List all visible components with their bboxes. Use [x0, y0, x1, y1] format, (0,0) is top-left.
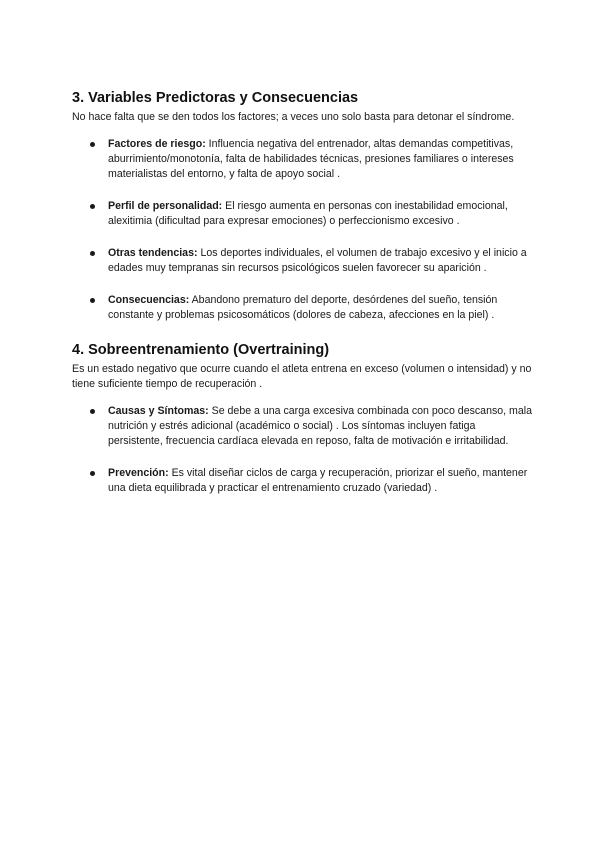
item-text: Se debe a una carga excesiva combinada con poco descanso, mala nutrición y estrés adicional (académico o social) . Los síntomas incluyen fatiga persistente, frecuencia cardíaca elevada en reposo, falta de motivación e irritabilidad. [108, 405, 533, 447]
section-4-heading: 4. Sobreentrenamiento (Overtraining) [72, 342, 330, 358]
list-item [72, 404, 532, 449]
item-text: Abandono prematuro del deporte, desórdenes del sueño, tensión constante y problemas psicosomáticos (dolores de cabeza, afecciones en la piel) . [108, 294, 498, 321]
section-4-list [72, 404, 532, 496]
item-term: Otras tendencias: [108, 247, 198, 259]
item-term: Factores de riesgo: [108, 138, 206, 150]
item-text: Influencia negativa del entrenador, altas demandas competitivas, aburrimiento/monotonía, falta de habilidades técnicas, presiones familiares o intereses materialistas del entorno, y falta de apoyo social . [108, 138, 514, 180]
section-4-intro: Es un estado negativo que ocurre cuando el atleta entrena en exceso (volumen o intensidad) y no tiene suficiente tiempo de recuperación . [72, 363, 532, 390]
item-term: Perfil de personalidad: [108, 200, 223, 212]
item-term: Consecuencias: [108, 294, 190, 306]
item-term: Prevención: [108, 467, 169, 479]
section-3-heading: 3. Variables Predictoras y Consecuencias [72, 90, 359, 106]
list-item [72, 246, 532, 276]
list-item [72, 199, 532, 229]
bullet-icon [90, 409, 95, 414]
item-text: Es vital diseñar ciclos de carga y recuperación, priorizar el sueño, mantener una dieta equilibrada y practicar el entrenamiento cruzado (variedad) . [108, 467, 528, 494]
item-text: El riesgo aumenta en personas con inestabilidad emocional, alexitimia (dificultad para expresar emociones) o perfeccionismo excesivo . [108, 200, 508, 227]
bullet-icon [90, 142, 95, 147]
bullet-icon [90, 251, 95, 256]
document-content [72, 88, 532, 496]
list-item [72, 293, 532, 323]
item-text: Los deportes individuales, el volumen de trabajo excesivo y el inicio a edades muy tempranas sin recursos psicológicos suelen favorecer su aparición . [108, 247, 527, 274]
bullet-icon [90, 204, 95, 209]
section-spacer [72, 323, 532, 335]
section-3-list [72, 137, 532, 323]
bullet-icon [90, 298, 95, 303]
list-item [72, 466, 532, 496]
section-3-intro: No hace falta que se den todos los factores; a veces uno solo basta para detonar el síndrome. [72, 111, 515, 123]
item-term: Causas y Síntomas: [108, 405, 209, 417]
list-item [72, 137, 532, 182]
bullet-icon [90, 471, 95, 476]
